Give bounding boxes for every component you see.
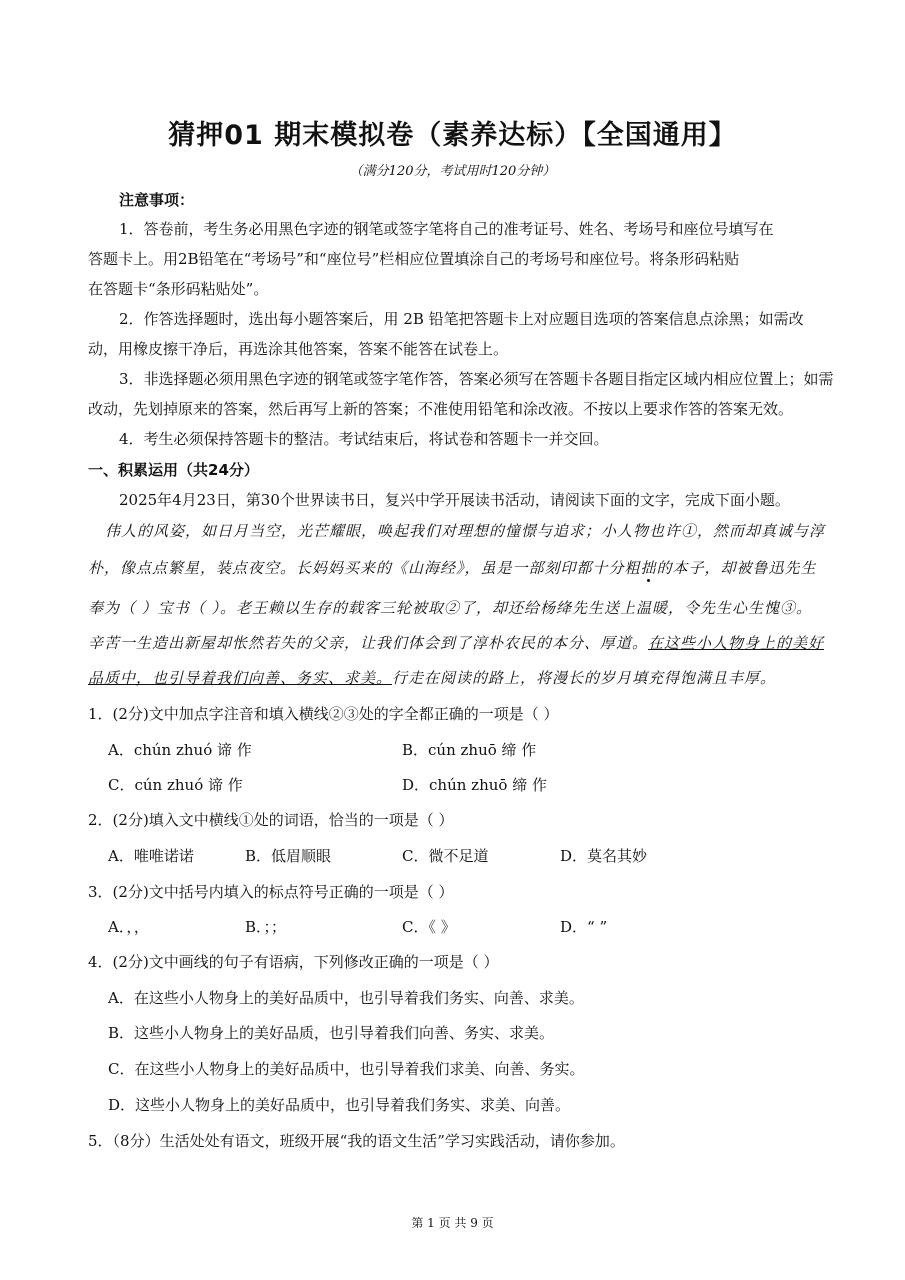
option-b[interactable]: B．；； [245, 918, 287, 936]
option-a[interactable]: A．chún zhuó 谛 作 [108, 741, 252, 759]
passage-text: 朴，像点点繁星，装点夜空。长妈妈买来的《山海经》，虽是一部刻印都十分粗 [88, 559, 641, 577]
exam-info: （满分120分，考试用时120分钟） [349, 164, 556, 179]
notice-line: 1．答卷前，考生务必用黑色字迹的钢笔或签字笔将自己的准考证号、姓名、考场号和座位号填写在 [119, 220, 774, 238]
notice-line: 4．考生必须保持答题卡的整洁。考试结束后，将试卷和答题卡一并交回。 [119, 430, 609, 448]
question-stem: 4．(2分)文中画线的句子有语病，下列修改正确的一项是（ ） [88, 953, 499, 971]
notice-heading: 注意事项： [119, 191, 195, 209]
notice-line: 2．作答选择题时，选出每小题答案后，用 2B 铅笔把答题卡上对应题目选项的答案信息点涂黑；如需改 [119, 310, 804, 328]
section-intro: 2025年4月23日，第30个世界读书日，复兴中学开展读书活动，请阅读下面的文字，完成下面小题。 [119, 491, 790, 509]
notice-line: 答题卡上。用2B铅笔在“考场号”和“座位号”栏相应位置填涂自己的考场号和座位号。将条形码粘贴 [88, 250, 740, 268]
notice-line: 3．非选择题必须用黑色字迹的钢笔或签字笔作答，答案必须写在答题卡各题目指定区域内相应位置上；如需 [119, 370, 834, 388]
notice-line: 在答题卡“条形码粘贴处”。 [88, 280, 269, 298]
option-c[interactable]: C．在这些小人物身上的美好品质中，也引导着我们求美、向善、务实。 [108, 1060, 585, 1078]
passage-line [88, 558, 817, 578]
question-stem: 1．(2分)文中加点字注音和填入横线②③处的字全都正确的一项是（ ） [88, 705, 559, 723]
passage-line [88, 668, 776, 688]
question-stem: 5．（8分）生活处处有语文，班级开展“我的语文生活”学习实践活动，请你参加。 [88, 1132, 625, 1150]
underlined-sentence: 品质中，也引导着我们向善、务实、求美。 [88, 669, 393, 687]
option-c[interactable]: C．cún zhuó 谛 作 [108, 776, 243, 794]
option-b[interactable]: B．这些小人物身上的美好品质，也引导着我们向善、务实、求美。 [108, 1024, 555, 1042]
option-d[interactable]: D．莫名其妙 [560, 847, 648, 865]
option-c[interactable]: C．《 》 [402, 918, 456, 936]
notice-line: 动，用橡皮擦干净后，再选涂其他答案，答案不能答在试卷上。 [88, 340, 509, 358]
section-heading: 一、积累运用（共24分） [88, 461, 259, 479]
passage-line: 伟人的风姿，如日月当空，光芒耀眼，唤起我们对理想的憧憬与追求；小人物也许①，然而却真诚与淳 [105, 522, 826, 540]
option-b[interactable]: B．cún zhuō 缔 作 [402, 741, 537, 759]
passage-text: 行走在阅读的路上，将漫长的岁月填充得饱满且丰厚。 [392, 669, 777, 687]
option-a[interactable]: A．在这些小人物身上的美好品质中，也引导着我们务实、向善、求美。 [108, 989, 584, 1007]
option-d[interactable]: D．chún zhuō 缔 作 [402, 776, 547, 794]
page-number: 第 1 页 共 9 页 [411, 1216, 494, 1230]
notice-line: 改动，先划掉原来的答案，然后再写上新的答案；不准使用铅笔和涂改液。不按以上要求作答的答案无效。 [88, 400, 794, 418]
option-c[interactable]: C．微不足道 [402, 847, 489, 865]
underlined-sentence: 在这些小人物身上的美好 [648, 634, 825, 652]
passage-text: 的本子，却被鲁迅先生 [656, 559, 817, 577]
dotted-char: 拙 [640, 559, 657, 577]
page-title: 猜押01 期末模拟卷（素养达标）【全国通用】 [168, 120, 737, 151]
option-a[interactable]: A．，， [108, 918, 149, 936]
passage-line: 奉为（ ）宝书（ ）。老王赖以生存的载客三轮被取②了，却还给杨绛先生送上温暖，令先生心生愧③。 [88, 599, 813, 617]
question-stem: 3．(2分)文中括号内填入的标点符号正确的一项是（ ） [88, 883, 454, 901]
question-stem: 2．(2分)填入文中横线①处的词语，恰当的一项是（ ） [88, 811, 454, 829]
option-d[interactable]: D．这些小人物身上的美好品质中，也引导着我们务实、求美、向善。 [108, 1096, 571, 1114]
passage-line [88, 633, 824, 653]
option-b[interactable]: B．低眉顺眼 [245, 847, 332, 865]
option-a[interactable]: A．唯唯诺诺 [108, 847, 194, 865]
option-d[interactable]: D．“ ” [560, 918, 608, 936]
passage-text: 辛苦一生造出新屋却怅然若失的父亲，让我们体会到了淳朴农民的本分、厚道。 [88, 634, 649, 652]
